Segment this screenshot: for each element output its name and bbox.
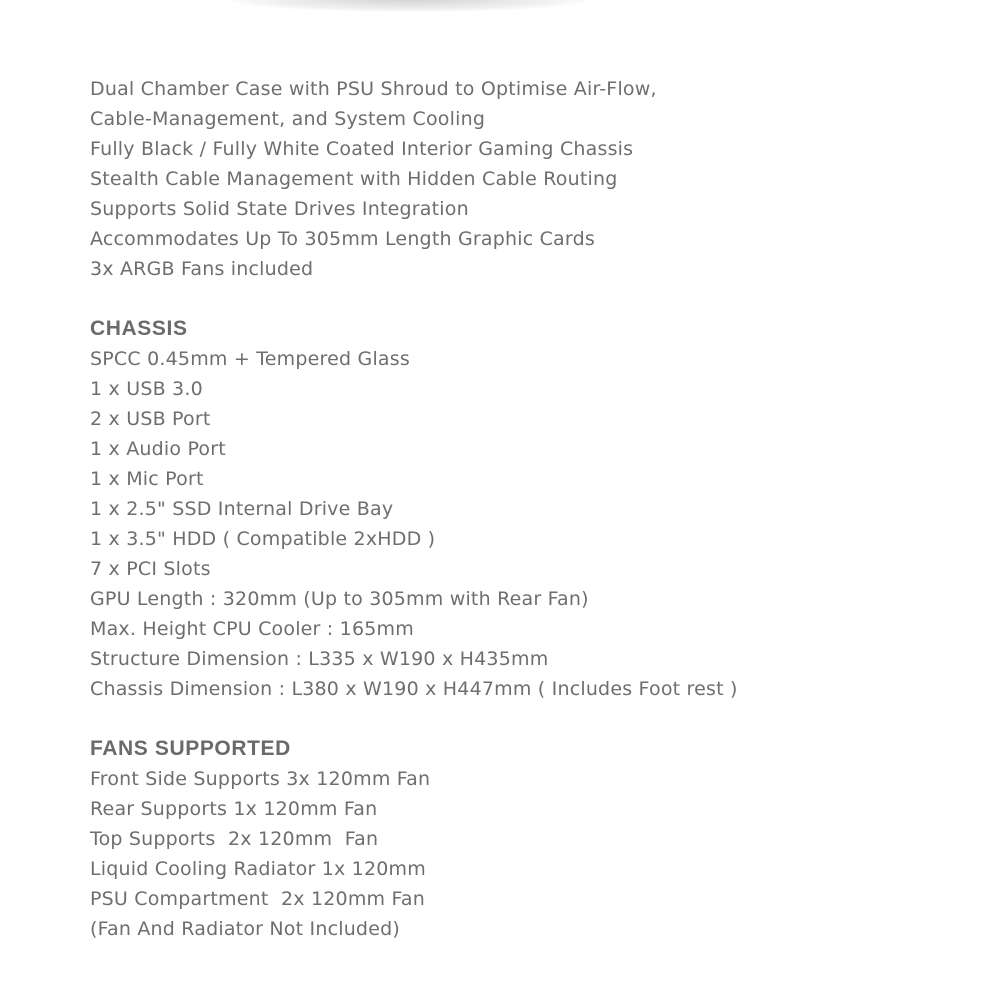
chassis-spec-item: Max. Height CPU Cooler : 165mm bbox=[90, 618, 414, 640]
chassis-spec-item: Chassis Dimension : L380 x W190 x H447mm ( Includes Foot rest ) bbox=[90, 678, 738, 700]
fan-spec-item: Top Supports 2x 120mm Fan bbox=[90, 828, 379, 850]
chassis-spec-item: Structure Dimension : L335 x W190 x H435mm bbox=[90, 648, 549, 670]
chassis-spec-item: 1 x Audio Port bbox=[90, 438, 226, 460]
fan-spec-item: Front Side Supports 3x 120mm Fan bbox=[90, 768, 431, 790]
fans-heading: FANS SUPPORTED bbox=[90, 737, 291, 760]
feature-item: Stealth Cable Management with Hidden Cable Routing bbox=[90, 168, 618, 190]
spec-content bbox=[90, 74, 970, 944]
feature-item: Supports Solid State Drives Integration bbox=[90, 198, 469, 220]
fan-spec-item: Liquid Cooling Radiator 1x 120mm bbox=[90, 858, 426, 880]
chassis-heading: CHASSIS bbox=[90, 317, 188, 340]
feature-item: Fully Black / Fully White Coated Interior Gaming Chassis bbox=[90, 138, 634, 160]
section-spacer bbox=[90, 704, 970, 734]
chassis-spec-item: 1 x 2.5" SSD Internal Drive Bay bbox=[90, 498, 394, 520]
chassis-spec-item: 7 x PCI Slots bbox=[90, 558, 211, 580]
chassis-spec-item: GPU Length : 320mm (Up to 305mm with Rear Fan) bbox=[90, 588, 589, 610]
feature-item: Cable-Management, and System Cooling bbox=[90, 108, 486, 130]
feature-item: 3x ARGB Fans included bbox=[90, 258, 314, 280]
chassis-spec-item: 1 x Mic Port bbox=[90, 468, 204, 490]
fan-spec-item: (Fan And Radiator Not Included) bbox=[90, 918, 400, 940]
feature-list bbox=[90, 74, 970, 284]
fans-section bbox=[90, 734, 970, 944]
fan-spec-item: Rear Supports 1x 120mm Fan bbox=[90, 798, 378, 820]
fan-spec-item: PSU Compartment 2x 120mm Fan bbox=[90, 888, 425, 910]
chassis-spec-item: 1 x USB 3.0 bbox=[90, 378, 203, 400]
chassis-section bbox=[90, 314, 970, 704]
chassis-spec-item: 2 x USB Port bbox=[90, 408, 211, 430]
section-spacer bbox=[90, 284, 970, 314]
chassis-spec-item: SPCC 0.45mm + Tempered Glass bbox=[90, 348, 410, 370]
product-shadow-image bbox=[230, 0, 590, 12]
chassis-spec-item: 1 x 3.5" HDD ( Compatible 2xHDD ) bbox=[90, 528, 436, 550]
feature-item: Accommodates Up To 305mm Length Graphic Cards bbox=[90, 228, 595, 250]
feature-item: Dual Chamber Case with PSU Shroud to Optimise Air-Flow, bbox=[90, 78, 657, 100]
